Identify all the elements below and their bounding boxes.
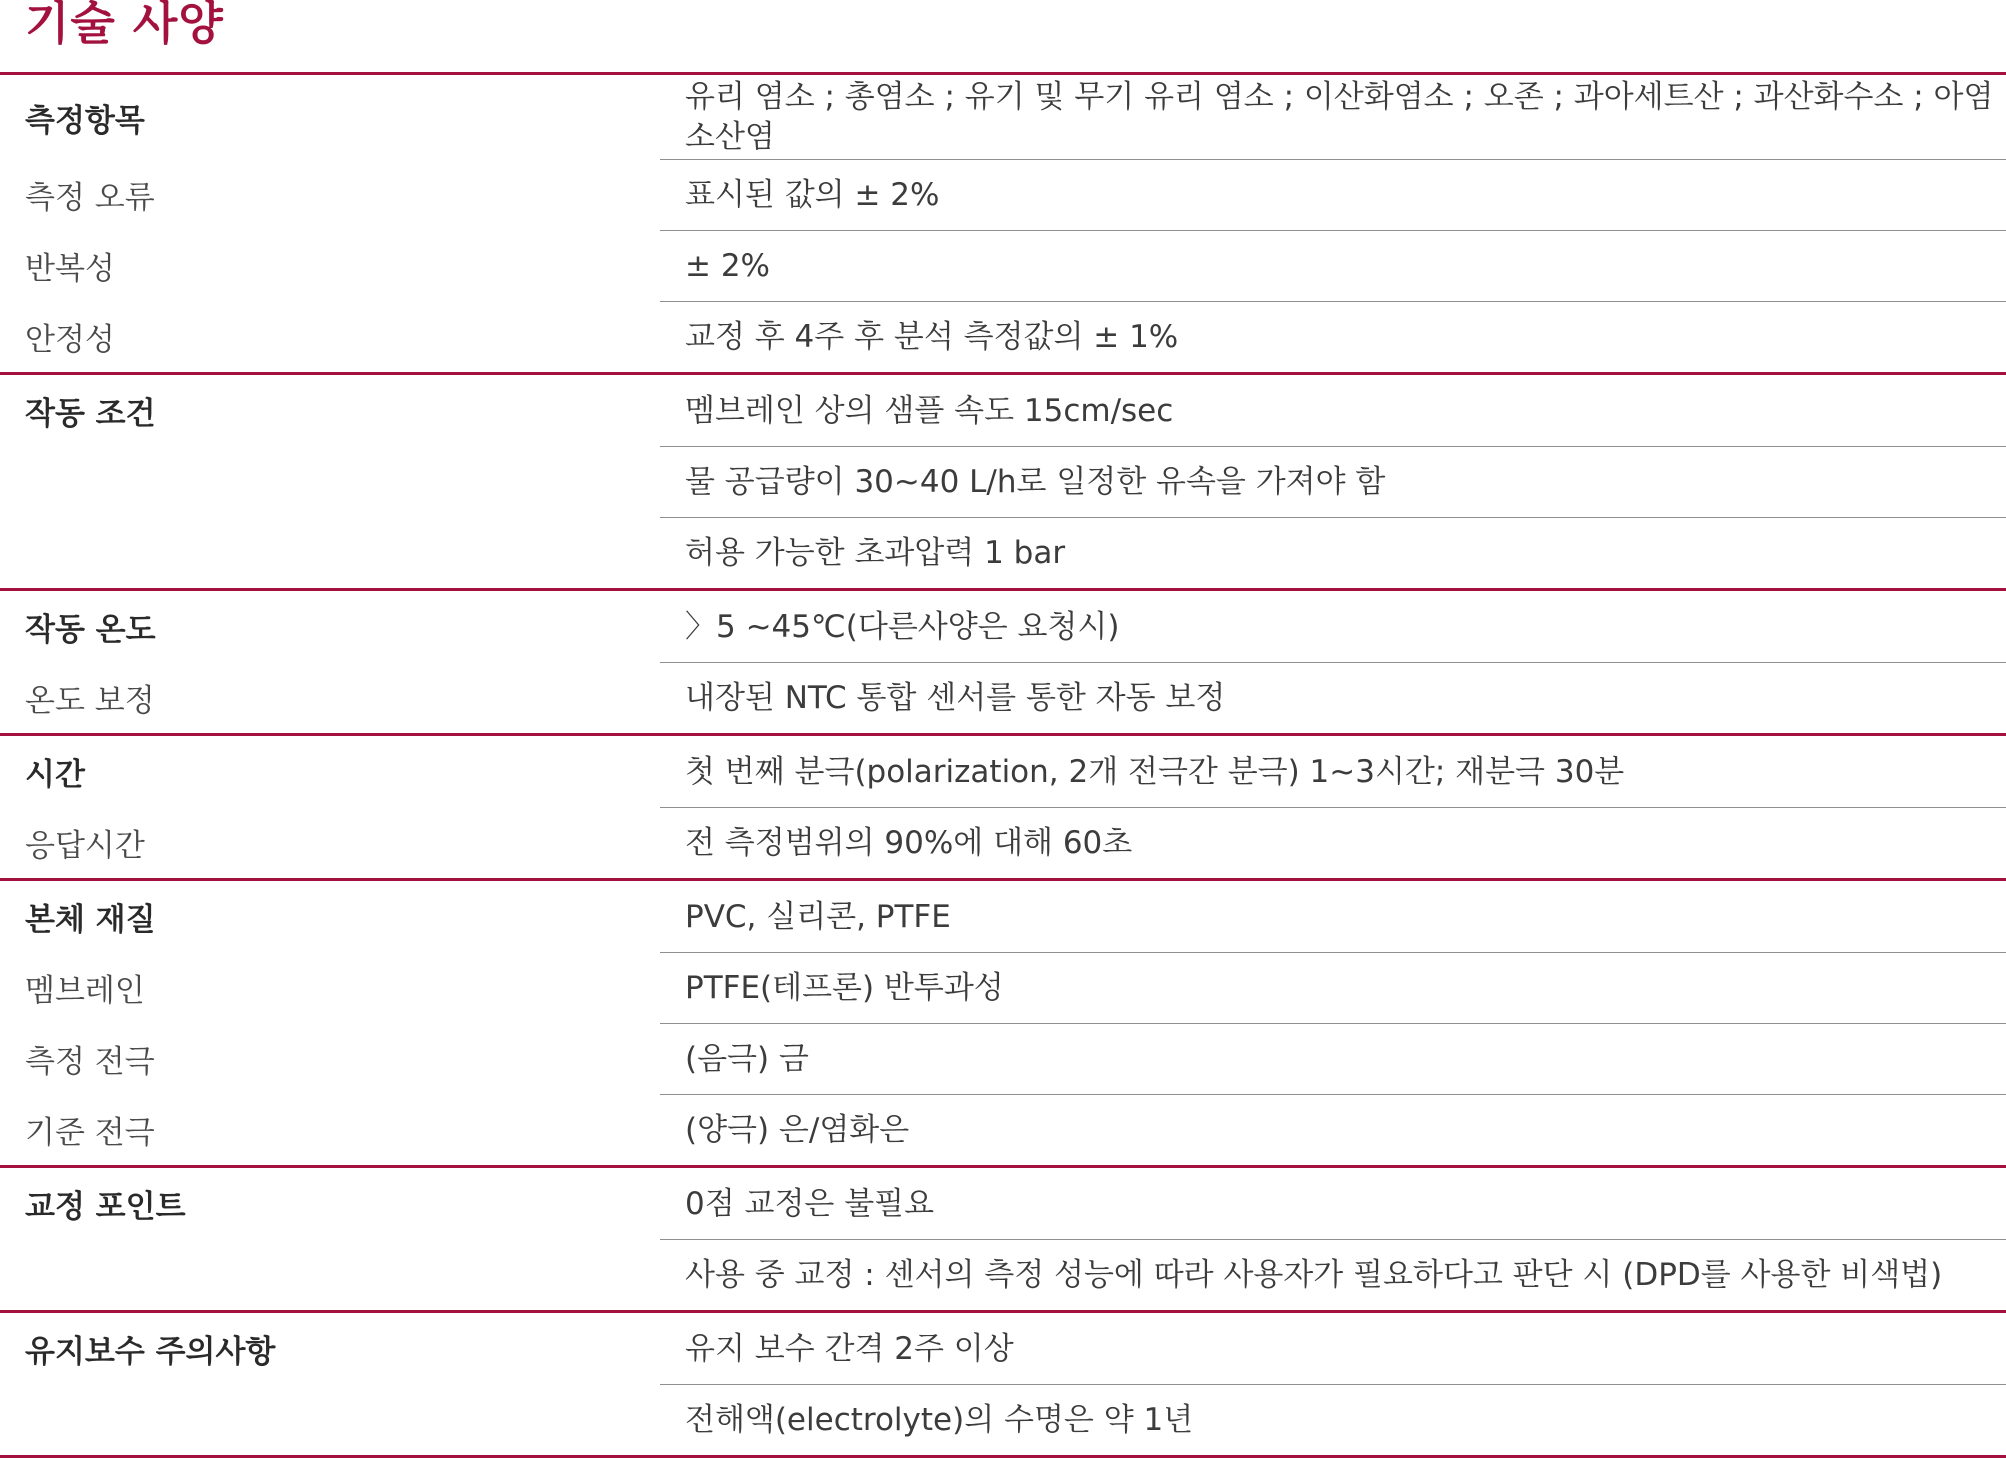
spec-row <box>0 375 2006 446</box>
spec-label: 온도 보정 <box>25 683 155 719</box>
spec-category-label: 유지보수 주의사항 <box>25 1334 276 1370</box>
spec-value: 전 측정범위의 90%에 대해 60초 <box>660 807 2006 878</box>
spec-row <box>0 1094 2006 1165</box>
spec-label: 응답시간 <box>25 828 145 864</box>
spec-group <box>0 372 2006 588</box>
spec-value: 교정 후 4주 후 분석 측정값의 ± 1% <box>660 301 2006 372</box>
spec-value: 첫 번째 분극(polarization, 2개 전극간 분극) 1~3시간; 재분극 30분 <box>685 753 1625 790</box>
spec-group <box>0 878 2006 1165</box>
spec-value: PTFE(테프론) 반투과성 <box>660 952 2006 1023</box>
spec-value: 허용 가능한 초과압력 1 bar <box>660 517 2006 588</box>
spec-value: 표시된 값의 ± 2% <box>660 159 2006 230</box>
spec-value: 전해액(electrolyte)의 수명은 약 1년 <box>660 1384 2006 1455</box>
spec-group <box>0 72 2006 372</box>
spec-value: 물 공급량이 30~40 L/h로 일정한 유속을 가져야 함 <box>660 446 2006 517</box>
spec-group <box>0 1310 2006 1458</box>
spec-label: 기준 전극 <box>25 1115 155 1151</box>
spec-category-label: 본체 재질 <box>25 902 156 938</box>
spec-row <box>0 1313 2006 1384</box>
spec-value: (양극) 은/염화은 <box>660 1094 2006 1165</box>
spec-label <box>0 1384 660 1455</box>
spec-group <box>0 1165 2006 1310</box>
spec-value: 유리 염소 ; 총염소 ; 유기 및 무기 유리 염소 ; 이산화염소 ; 오존 ; 과아세트산 ; 과산화수소 ; 아염소산염 <box>685 79 1994 155</box>
spec-row <box>0 301 2006 372</box>
spec-row <box>0 881 2006 952</box>
spec-row <box>0 1239 2006 1310</box>
spec-category-label: 작동 조건 <box>25 396 156 432</box>
spec-row <box>0 159 2006 230</box>
spec-label: 반복성 <box>25 251 115 287</box>
spec-row <box>0 1384 2006 1455</box>
spec-label: 멤브레인 <box>25 973 145 1009</box>
spec-value: 〉5 ~45℃(다른사양은 요청시) <box>685 608 1120 645</box>
spec-category-label: 측정항목 <box>25 102 145 139</box>
spec-category-label: 시간 <box>25 757 85 793</box>
page-title: 기술 사양 <box>25 0 224 50</box>
spec-category-label: 교정 포인트 <box>25 1189 186 1225</box>
spec-label: 측정 전극 <box>25 1044 155 1080</box>
spec-value: 유지 보수 간격 2주 이상 <box>685 1330 1014 1367</box>
spec-value: 사용 중 교정 : 센서의 측정 성능에 따라 사용자가 필요하다고 판단 시 (DPD를 사용한 비색법) <box>660 1239 2006 1310</box>
spec-row <box>0 517 2006 588</box>
spec-row <box>0 952 2006 1023</box>
spec-group <box>0 588 2006 733</box>
spec-row <box>0 807 2006 878</box>
spec-category-label: 작동 온도 <box>25 612 156 648</box>
spec-row <box>0 230 2006 301</box>
spec-value: 내장된 NTC 통합 센서를 통한 자동 보정 <box>660 662 2006 733</box>
spec-value: (음극) 금 <box>660 1023 2006 1094</box>
spec-value: 0점 교정은 불필요 <box>685 1185 935 1222</box>
specs-table <box>0 72 2006 1458</box>
spec-row <box>0 75 2006 159</box>
spec-row <box>0 1168 2006 1239</box>
spec-label <box>0 446 660 517</box>
spec-value: 멤브레인 상의 샘플 속도 15cm/sec <box>685 392 1174 429</box>
spec-label <box>0 517 660 588</box>
spec-row <box>0 736 2006 807</box>
spec-label <box>0 1239 660 1310</box>
spec-value: PVC, 실리콘, PTFE <box>685 898 951 935</box>
spec-label: 안정성 <box>25 322 115 358</box>
spec-label: 측정 오류 <box>25 180 155 216</box>
spec-row <box>0 1023 2006 1094</box>
spec-row <box>0 591 2006 662</box>
spec-row <box>0 446 2006 517</box>
spec-row <box>0 662 2006 733</box>
spec-value: ± 2% <box>660 230 2006 301</box>
spec-group <box>0 733 2006 878</box>
